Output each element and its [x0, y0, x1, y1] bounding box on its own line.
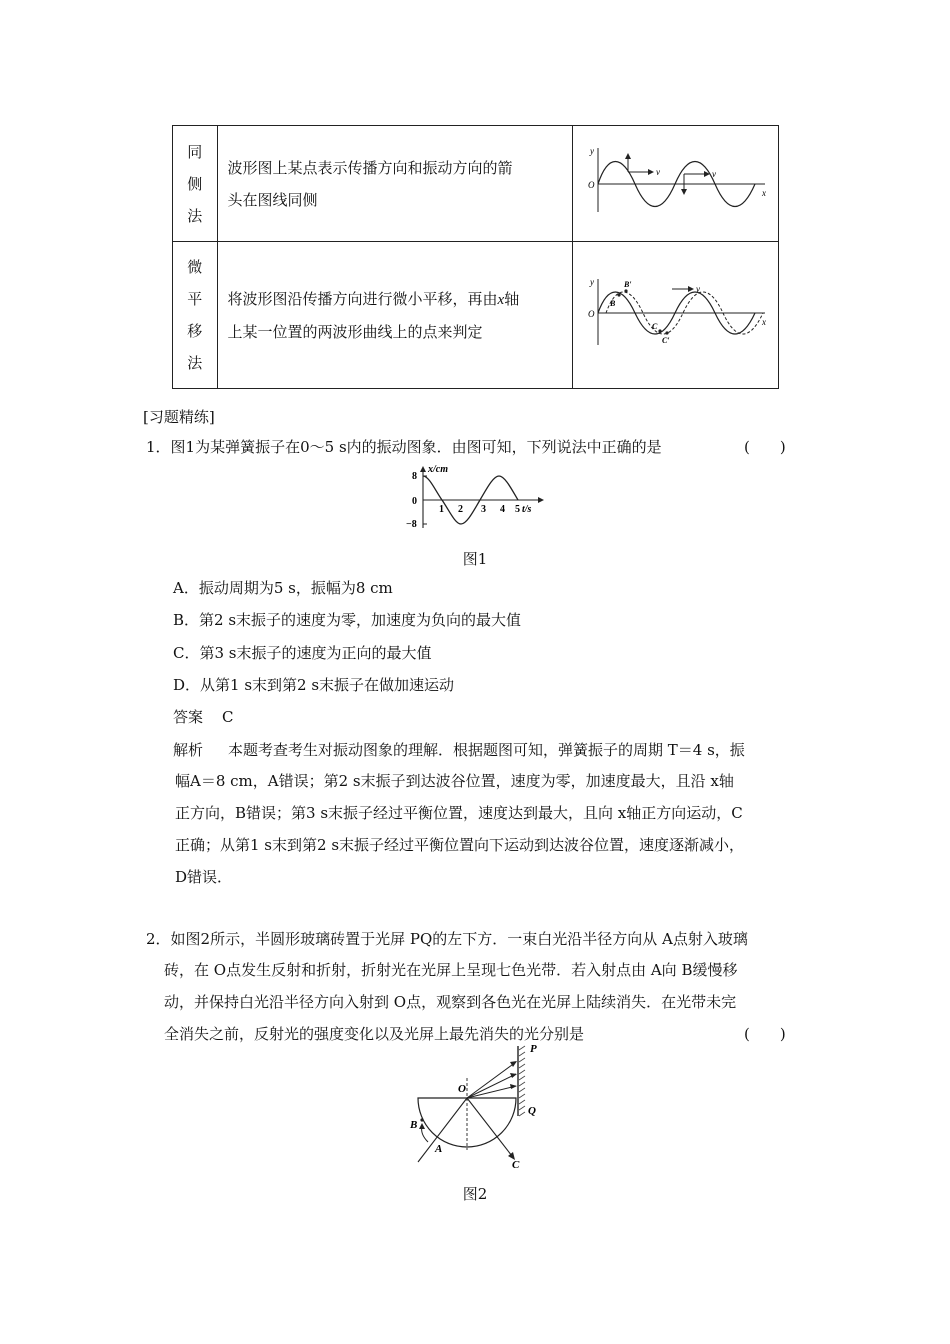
method-description: 将波形图沿传播方向进行微小平移，再由x轴 上某一位置的两波形曲线上的点来判定 [217, 242, 572, 389]
x-tick-label: 5 [515, 504, 520, 515]
y-tick-label: −8 [406, 519, 417, 530]
option-c: C．第3 s末振子的速度为正向的最大值 [173, 644, 432, 662]
analysis-line: D错误． [175, 868, 233, 886]
question-2-line: 砖，在 O点发生反射和折射，折射光在光屏上呈现七色光带．若入射点由 A向 B缓慢移 [164, 961, 738, 979]
wave-diagram [580, 142, 770, 222]
analysis-line: 本题考查考生对振动图象的理解．根据题图可知，弹簧振子的周期 T＝4 s，振 [228, 741, 745, 759]
question-2-line: 全消失之前，反射光的强度变化以及光屏上最先消失的光分别是 [164, 1025, 585, 1043]
point-b-prime-label: B′ [624, 280, 632, 289]
x-tick-label: 3 [481, 504, 486, 515]
x-axis-label: t/s [522, 504, 532, 515]
point-p-label: P [530, 1043, 537, 1055]
x-tick-label: 4 [500, 504, 505, 515]
x-axis-label: x [762, 187, 767, 198]
table-row [173, 126, 779, 242]
analysis-line: 正方向，B错误；第3 s末振子经过平衡位置，速度达到最大，且向 x轴正方向运动，C [175, 804, 743, 822]
x-tick-label: 2 [458, 504, 463, 515]
x-axis-label: x [762, 317, 767, 327]
point-a-label: A [435, 1143, 443, 1155]
point-b-label: B [410, 1119, 418, 1131]
question-2-answer-blank: ( ) [744, 1025, 786, 1043]
origin-label: O [588, 309, 595, 319]
point-b-label: B [610, 299, 616, 308]
analysis-line: 幅A＝8 cm，A错误；第2 s末振子到达波谷位置，速度为零，加速度最大，且沿 x轴 [175, 772, 734, 790]
methods-table [172, 125, 779, 389]
question-2-line: 2．如图2所示，半圆形玻璃砖置于光屏 PQ的左下方．一束白光沿半径方向从 A点射入玻璃 [146, 930, 748, 948]
same-side-wave-figure [572, 126, 778, 242]
question-1-stem: 1．图1为某弹簧振子在0～5 s内的振动图象．由图可知，下列说法中正确的是 [146, 438, 662, 456]
y-axis-label: x/cm [428, 464, 448, 475]
option-d: D．从第1 s末到第2 s末振子在做加速运动 [173, 676, 455, 694]
question-1-answer-blank: ( ) [744, 438, 786, 456]
section-title: [习题精练] [143, 408, 215, 426]
origin-label: O [588, 179, 595, 190]
velocity-label: v [696, 284, 701, 294]
option-a: A．振动周期为5 s，振幅为8 cm [173, 579, 393, 597]
method-name-same-side: 同 侧 法 [173, 126, 218, 242]
y-tick-label: 0 [412, 496, 417, 507]
question-2-line: 动，并保持白光沿半径方向入射到 O点，观察到各色光在光屏上陆续消失．在光带未完 [164, 993, 737, 1011]
method-description: 波形图上某点表示传播方向和振动方向的箭 头在图线同侧 [217, 126, 572, 242]
point-q-label: Q [528, 1105, 536, 1117]
table-row [173, 242, 779, 389]
figure-1-oscillation-graph [398, 462, 554, 532]
velocity-label: v [656, 166, 661, 177]
method-name-small-shift: 微 平 移 法 [173, 242, 218, 389]
analysis-label: 解析 [173, 741, 204, 759]
answer-label: 答案 [173, 708, 204, 726]
point-o-label: O [458, 1083, 466, 1095]
point-c-prime-label: C′ [662, 336, 670, 345]
figure-2-glass-diagram [400, 1040, 560, 1170]
x-tick-label: 1 [439, 504, 444, 515]
answer-value: C [222, 708, 234, 726]
figure-2-caption: 图2 [462, 1185, 488, 1203]
analysis-line: 正确；从第1 s末到第2 s末振子经过平衡位置向下运动到达波谷位置，速度逐渐减小， [175, 836, 745, 854]
shift-wave-figure [572, 242, 778, 389]
point-c-label: C [652, 322, 658, 331]
figure-1-caption: 图1 [462, 550, 488, 568]
option-b: B．第2 s末振子的速度为零，加速度为负向的最大值 [173, 611, 522, 629]
velocity-label: v [712, 168, 717, 179]
y-axis-label: y [590, 277, 595, 287]
point-c-label: C [512, 1159, 520, 1170]
wave-diagram [580, 273, 770, 353]
y-tick-label: 8 [412, 471, 417, 482]
y-axis-label: y [590, 145, 595, 156]
